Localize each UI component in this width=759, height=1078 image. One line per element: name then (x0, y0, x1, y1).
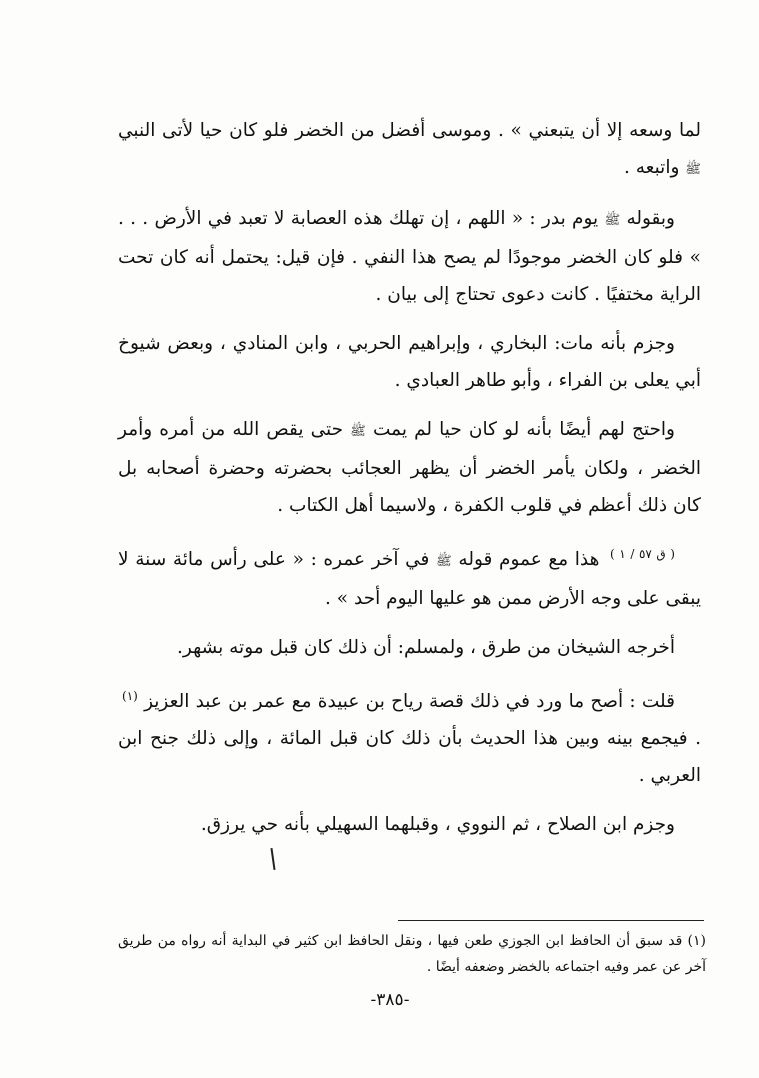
paragraph-1: لما وسعه إلا أن يتبعني » . وموسى أفضل من الخضر فلو كان حيا لأتى النبي ﷺ واتبعه . (118, 120, 701, 178)
paragraph-3: وجزم بأنه مات: البخاري ، وإبراهيم الحربي ، وابن المنادي ، وبعض شيوخ أبي يعلى بن الفراء ، وأبو طاهر العبادي . (118, 333, 701, 391)
paragraph-4: واحتج لهم أيضًا بأنه لو كان حيا لم يمت ﷺ حتى يقص الله من أمره وأمر الخضر ، ولكان يأمر الخضر أن يظهر العجائب بحضرته وحضرة أصحابه بل كان ذلك أعظم في قلوب الكفرة ، ولاسيما أهل الكتاب . (118, 419, 701, 516)
paragraph-7: قلت : أصح ما ورد في ذلك قصة رياح بن عبيدة مع عمر بن عبد العزيز $^{(١)}$ . فيجمع بينه وبين هذا الحديث بأن ذلك كان قبل المائة ، وإلى ذلك جنح ابن العربي . (118, 689, 701, 787)
paragraph-8: وجزم ابن الصلاح ، ثم النووي ، وقبلهما السهيلي بأنه حي يرزق. (200, 814, 675, 836)
salawat-glyph: ﷺ (436, 554, 452, 570)
paragraph-5: $^{( ق ٥٧ / ١ )}$ هذا مع عموم قوله ﷺ في آخر عمره : « على رأس مائة سنة لا يبقى على وجه الأرض ممن هو عليها اليوم أحد » . (118, 547, 701, 610)
footnote-separator (398, 920, 704, 921)
page-number: -٣٨٥- (370, 990, 410, 1010)
salawat-glyph: ﷺ (685, 162, 701, 177)
paragraph-2: وبقوله ﷺ يوم بدر : « اللهم ، إن تهلك هذه العصابة لا تعبد في الأرض . . . » فلو كان الخضر موجودًا لم يصح هذا النفي . فإن قيل: يحتمل أنه كان تحت الراية مختفيًا . كانت دعوى تحتاج إلى بيان . (118, 208, 701, 305)
main-text (118, 112, 701, 855)
salawat-glyph: ﷺ (350, 424, 366, 439)
manuscript-marker: ( ق ٥٧ / ١ ) (610, 547, 675, 561)
paragraph-6: أخرجه الشيخان من طرق ، ولمسلم: أن ذلك كان قبل موته بشهر. (176, 637, 675, 659)
footnote-ref: (١) (122, 689, 138, 704)
salawat-glyph: ﷺ (604, 213, 621, 228)
footnote: (١) قد سبق أن الحافظ ابن الجوزي طعن فيها ، ونقل الحافظ ابن كثير في البداية أنه رواه من طريق آخر عن عمر وفيه اجتماعه بالخضر وضعفه أيضًا . (118, 933, 707, 975)
